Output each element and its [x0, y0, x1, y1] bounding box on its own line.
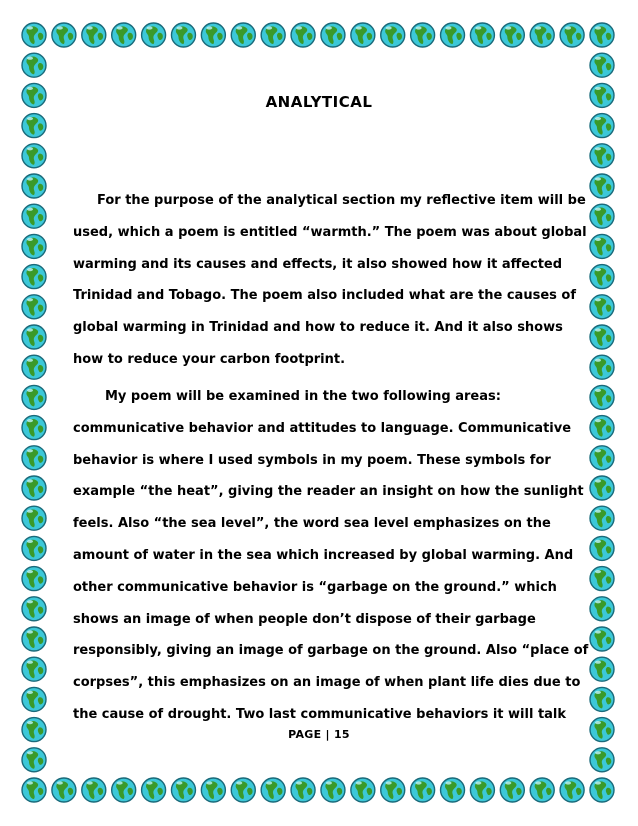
globe-icon — [22, 144, 46, 168]
paragraph-line: responsibly, giving an image of garbage on the ground. Also “place of — [73, 643, 589, 659]
globe-icon — [590, 114, 614, 138]
globe-icon — [82, 778, 106, 802]
section-heading: ANALYTICAL — [265, 93, 373, 111]
paragraph-line: Trinidad and Tobago. The poem also included what are the causes of — [73, 288, 576, 304]
globe-icon — [590, 174, 614, 198]
globe-icon — [22, 385, 46, 409]
globe-icon — [590, 416, 614, 440]
globe-icon — [22, 687, 46, 711]
globe-icon — [231, 778, 255, 802]
globe-icon — [590, 325, 614, 349]
globe-icon — [590, 536, 614, 560]
globe-icon — [291, 23, 315, 47]
globe-icon — [22, 234, 46, 258]
globe-icon — [590, 265, 614, 289]
globe-icon — [22, 265, 46, 289]
paragraph-2 — [73, 381, 589, 731]
globe-icon — [441, 23, 465, 47]
globe-icon — [500, 23, 524, 47]
globe-icon — [22, 446, 46, 470]
globe-icon — [590, 385, 614, 409]
globe-icon — [201, 23, 225, 47]
paragraph-line: communicative behavior and attitudes to language. Communicative — [73, 420, 572, 436]
globe-icon — [22, 53, 46, 77]
globe-icon — [560, 23, 584, 47]
globe-icon — [590, 53, 614, 77]
globe-icon — [590, 23, 614, 47]
globe-icon — [560, 778, 584, 802]
globe-icon — [22, 567, 46, 591]
globe-icon — [530, 23, 554, 47]
globe-icon — [52, 778, 76, 802]
globe-icon — [411, 23, 435, 47]
globe-icon — [201, 778, 225, 802]
globe-icon — [590, 778, 614, 802]
globe-icon — [22, 778, 46, 802]
paragraph-line: amount of water in the sea which increased by global warming. And — [73, 547, 574, 563]
globe-icon — [22, 748, 46, 772]
globe-icon — [590, 144, 614, 168]
paragraph-line: global warming in Trinidad and how to reduce it. And it also shows — [73, 320, 563, 336]
paragraph-line: how to reduce your carbon footprint. — [73, 351, 346, 367]
paragraph-line: other communicative behavior is “garbage on the ground.” which — [73, 579, 557, 595]
globe-icon — [22, 597, 46, 621]
globe-icon — [590, 234, 614, 258]
globe-icon — [590, 687, 614, 711]
globe-icon — [22, 23, 46, 47]
globe-icon — [381, 778, 405, 802]
globe-icon — [411, 778, 435, 802]
globe-icon — [261, 778, 285, 802]
globe-icon — [171, 778, 195, 802]
globe-icon — [530, 778, 554, 802]
page-footer: PAGE | 15 — [288, 728, 350, 741]
globe-icon — [590, 355, 614, 379]
globe-icon — [261, 23, 285, 47]
globe-icon — [590, 295, 614, 319]
globe-icon — [22, 114, 46, 138]
globe-icon — [590, 446, 614, 470]
globe-icon — [22, 627, 46, 651]
globe-icon — [231, 23, 255, 47]
globe-icon — [22, 506, 46, 530]
paragraph-line: feels. Also “the sea level”, the word sea level emphasizes on the — [73, 516, 551, 532]
globe-icon — [22, 295, 46, 319]
globe-icon — [590, 476, 614, 500]
paragraph-line: example “the heat”, giving the reader an insight on how the sunlight — [73, 484, 584, 500]
globe-icon — [470, 23, 494, 47]
globe-icon — [171, 23, 195, 47]
globe-icon — [590, 204, 614, 228]
globe-icon — [441, 778, 465, 802]
globe-icon — [590, 506, 614, 530]
globe-icon — [22, 416, 46, 440]
globe-icon — [22, 355, 46, 379]
globe-icon — [321, 778, 345, 802]
paragraph-line: shows an image of when people don’t dispose of their garbage — [73, 611, 536, 627]
globe-icon — [470, 778, 494, 802]
globe-icon — [590, 627, 614, 651]
paragraph-line: behavior is where I used symbols in my poem. These symbols for — [73, 452, 551, 468]
paragraph-line: My poem will be examined in the two following areas: — [105, 389, 501, 404]
paragraph-line: corpses”, this emphasizes on an image of when plant life dies due to — [73, 675, 581, 691]
paragraph-1 — [73, 185, 587, 376]
globe-icon — [381, 23, 405, 47]
globe-icon — [22, 325, 46, 349]
globe-icon — [351, 23, 375, 47]
globe-icon — [500, 778, 524, 802]
globe-icon — [590, 748, 614, 772]
globe-icon — [112, 23, 136, 47]
globe-icon — [351, 778, 375, 802]
globe-icon — [112, 778, 136, 802]
globe-icon — [22, 657, 46, 681]
globe-icon — [22, 536, 46, 560]
paragraph-line: used, which a poem is entitled “warmth.” The poem was about global — [73, 224, 587, 240]
globe-icon — [22, 476, 46, 500]
globe-icon — [22, 174, 46, 198]
globe-icon — [590, 567, 614, 591]
paragraph-line: For the purpose of the analytical section my reflective item will be — [97, 193, 586, 208]
globe-icon — [291, 778, 315, 802]
globe-icon — [142, 778, 166, 802]
paragraph-line: the cause of drought. Two last communicative behaviors it will talk — [73, 706, 567, 722]
globe-icon — [321, 23, 345, 47]
globe-icon — [590, 597, 614, 621]
globe-icon — [590, 657, 614, 681]
globe-icon — [52, 23, 76, 47]
globe-icon — [82, 23, 106, 47]
globe-icon — [142, 23, 166, 47]
paragraph-line: warming and its causes and effects, it also showed how it affected — [73, 256, 563, 272]
globe-icon — [22, 204, 46, 228]
